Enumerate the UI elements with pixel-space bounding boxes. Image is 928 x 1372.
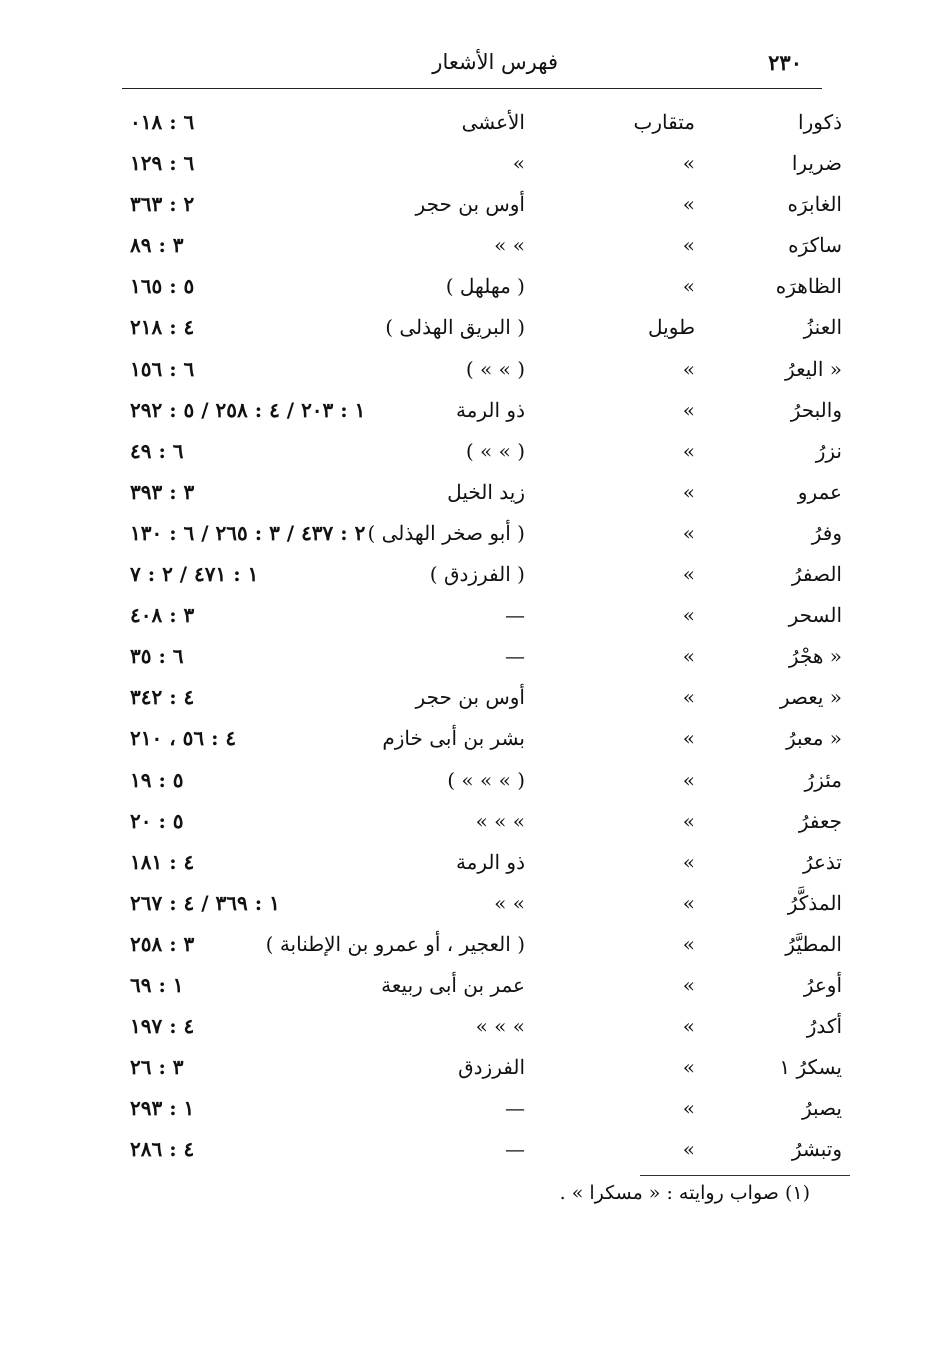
reference-cell: ٦ : ١٥٦ <box>130 356 195 381</box>
reference-cell: ٤ : ١٩٧ <box>130 1014 195 1039</box>
poet-cell: — <box>505 644 525 669</box>
rhyme-cell: نزرُ <box>815 438 842 463</box>
meter-cell: » <box>682 1014 695 1039</box>
index-row <box>100 474 850 515</box>
reference-cell: ٣ : ٨٩ <box>130 233 184 258</box>
index-row <box>100 186 850 227</box>
reference-cell: ٣ : ٤٠٨ <box>130 603 195 628</box>
poet-cell: ( أبو صخر الهذلى ) <box>367 520 525 545</box>
meter-cell: » <box>682 890 695 915</box>
rhyme-cell: ساكرَه <box>788 233 842 258</box>
index-row <box>100 638 850 679</box>
index-row <box>100 1008 850 1049</box>
rhyme-cell: أوعرُ <box>803 972 842 997</box>
reference-cell: ١ : ٦٩ <box>130 972 184 997</box>
rhyme-cell: « اليعرُ <box>785 356 842 381</box>
rhyme-cell: « معبرُ <box>785 726 842 751</box>
rhyme-cell: ضريرا <box>791 151 842 176</box>
reference-cell: ٦ : ٣٥ <box>130 644 184 669</box>
index-row <box>100 145 850 186</box>
header-rule <box>122 88 822 89</box>
rhyme-cell: وفرُ <box>811 520 842 545</box>
page-number: ٢٣٠ <box>768 50 802 75</box>
index-row <box>100 1131 850 1172</box>
index-row <box>100 515 850 556</box>
rhyme-cell: « يعصر <box>779 685 842 710</box>
index-row <box>100 885 850 926</box>
poet-cell: » » » <box>475 1014 525 1039</box>
reference-cell: ٣ : ٢٦ <box>130 1055 184 1080</box>
rhyme-cell: أكدرُ <box>806 1014 842 1039</box>
meter-cell: » <box>682 685 695 710</box>
reference-cell: ٣ : ٢٥٨ <box>130 931 195 956</box>
rhyme-cell: العنزُ <box>803 315 842 340</box>
reference-cell: ١ : ٢٩٣ <box>130 1096 195 1121</box>
reference-cell: ٥ : ٢٠ <box>130 808 184 833</box>
meter-cell: » <box>682 972 695 997</box>
poet-cell: ( العجير ، أو عمرو بن الإطنابة ) <box>265 931 525 956</box>
poet-cell: — <box>505 603 525 628</box>
poet-cell: أوس بن حجر <box>415 192 525 217</box>
index-row <box>100 679 850 720</box>
reference-cell: ٤ : ١٨١ <box>130 849 195 874</box>
index-row <box>100 803 850 844</box>
meter-cell: » <box>682 767 695 792</box>
rhyme-cell: الغابرَه <box>787 192 842 217</box>
reference-cell: ٢ : ٣٦٣ <box>130 192 195 217</box>
meter-cell: » <box>682 1096 695 1121</box>
rhyme-cell: الظاهرَه <box>775 274 842 299</box>
rhyme-cell: والبحرُ <box>790 397 842 422</box>
meter-cell: » <box>682 603 695 628</box>
page-title: فهرس الأشعار <box>432 50 558 74</box>
poet-cell: ( مهلهل ) <box>445 274 525 299</box>
poet-cell: ( الفرزدق ) <box>429 562 525 587</box>
reference-cell: ٦ : ٠١٨ <box>130 110 195 134</box>
reference-cell: ٦ : ٤٩ <box>130 438 184 463</box>
rhyme-cell: وتبشرُ <box>791 1137 842 1162</box>
meter-cell: » <box>682 151 695 176</box>
meter-cell: » <box>682 849 695 874</box>
reference-cell: ١ : ٢٠٣ / ٤ : ٢٥٨ / ٥ : ٢٩٢ <box>130 397 366 422</box>
poet-cell: » » <box>494 233 525 258</box>
rhyme-cell: « هجْرُ <box>788 644 842 669</box>
reference-cell: ٤ : ٥٦ ، ٢١٠ <box>130 726 237 751</box>
reference-cell: ٤ : ٢٨٦ <box>130 1137 195 1162</box>
rhyme-cell: المذكَّرُ <box>787 890 842 915</box>
poet-cell: ( » » ) <box>465 356 525 381</box>
rhyme-cell: المطيَّرُ <box>785 931 842 956</box>
index-row <box>100 268 850 309</box>
index-row <box>100 597 850 638</box>
reference-cell: ٥ : ١٦٥ <box>130 274 195 299</box>
rhyme-cell: ذكورا <box>798 110 842 134</box>
rhyme-cell: مئزرُ <box>804 767 842 792</box>
meter-cell: » <box>682 192 695 217</box>
index-row <box>100 227 850 268</box>
poet-cell: الأعشى <box>461 110 525 134</box>
reference-cell: ٤ : ٣٤٢ <box>130 685 195 710</box>
index-row <box>100 351 850 392</box>
index-row <box>100 762 850 803</box>
reference-cell: ٢ : ٤٣٧ / ٣ : ٢٦٥ / ٦ : ١٣٠ <box>130 520 366 545</box>
poet-cell: ( » » » ) <box>447 767 525 792</box>
index-row <box>100 309 850 350</box>
poet-cell: ذو الرمة <box>455 849 525 874</box>
reference-cell: ١ : ٣٦٩ / ٤ : ٢٦٧ <box>130 890 280 915</box>
footnote-rule <box>640 1175 850 1176</box>
index-row <box>100 433 850 474</box>
rhyme-cell: السحر <box>788 603 842 628</box>
index-row <box>100 556 850 597</box>
poet-cell: زيد الخيل <box>447 479 525 504</box>
rhyme-cell: الصفرُ <box>791 562 842 587</box>
poet-cell: — <box>505 1096 525 1121</box>
poet-cell: ( البريق الهذلى ) <box>385 315 525 340</box>
poet-cell: الفرزدق <box>458 1055 525 1080</box>
rhyme-cell: جعفرُ <box>798 808 842 833</box>
rhyme-cell: تذعرُ <box>802 849 842 874</box>
index-row <box>100 1049 850 1090</box>
index-row <box>100 104 850 145</box>
meter-cell: » <box>682 726 695 751</box>
index-row <box>100 926 850 967</box>
meter-cell: » <box>682 562 695 587</box>
poet-cell: بشر بن أبى خازم <box>382 726 525 751</box>
index-row <box>100 392 850 433</box>
meter-cell: » <box>682 274 695 299</box>
meter-cell: » <box>682 931 695 956</box>
meter-cell: طويل <box>648 315 695 340</box>
rhyme-cell: يسكرُ ١ <box>779 1055 842 1080</box>
meter-cell: » <box>682 1137 695 1162</box>
page-header <box>122 46 808 86</box>
index-row <box>100 1090 850 1131</box>
reference-cell: ٥ : ١٩ <box>130 767 184 792</box>
meter-cell: » <box>682 644 695 669</box>
index-row <box>100 844 850 885</box>
footnote: (١) صواب روايته : « مسكرا » . <box>559 1182 810 1204</box>
meter-cell: » <box>682 808 695 833</box>
poet-cell: » <box>512 151 525 176</box>
poet-cell: » » » <box>475 808 525 833</box>
meter-cell: متقارب <box>633 110 695 134</box>
meter-cell: » <box>682 356 695 381</box>
reference-cell: ٤ : ٢١٨ <box>130 315 195 340</box>
meter-cell: » <box>682 397 695 422</box>
poet-cell: ذو الرمة <box>455 397 525 422</box>
rhyme-cell: يصبرُ <box>802 1096 842 1121</box>
poet-cell: عمر بن أبى ربيعة <box>381 972 525 997</box>
rhyme-cell: عمرو <box>797 479 842 504</box>
meter-cell: » <box>682 233 695 258</box>
poetry-index-table <box>100 104 850 1172</box>
poet-cell: ( » » ) <box>465 438 525 463</box>
reference-cell: ١ : ٤٧١ / ٢ : ٧ <box>130 562 259 587</box>
meter-cell: » <box>682 520 695 545</box>
reference-cell: ٣ : ٣٩٣ <box>130 479 195 504</box>
meter-cell: » <box>682 438 695 463</box>
index-row <box>100 967 850 1008</box>
poet-cell: — <box>505 1137 525 1162</box>
poet-cell: » » <box>494 890 525 915</box>
index-row <box>100 720 850 761</box>
meter-cell: » <box>682 479 695 504</box>
reference-cell: ٦ : ١٢٩ <box>130 151 195 176</box>
meter-cell: » <box>682 1055 695 1080</box>
poet-cell: أوس بن حجر <box>415 685 525 710</box>
